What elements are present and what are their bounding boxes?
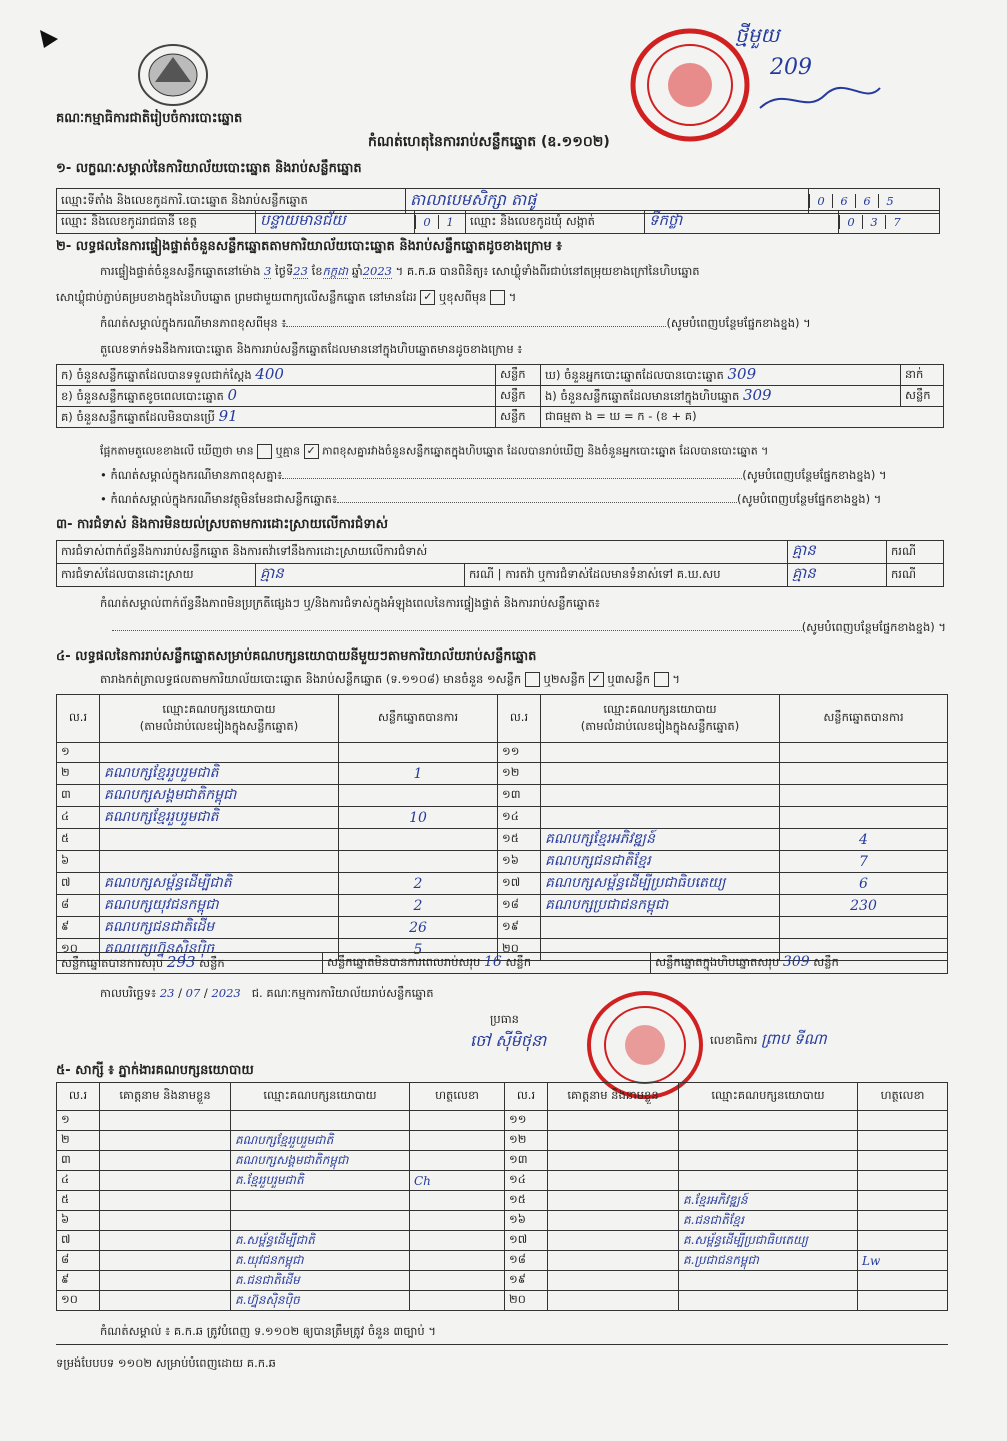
- witness-table: ល.រ គោត្តនាម និងនាមខ្លួន ឈ្មោះគណបក្សនយោបាយ ហត្ថលេខា ល.រ គោត្តនាម និងនាមខ្លួន ឈ្មោះគណបក្សនយោបាយ ហត្ថលេខា ១ ១១ ២ គណបក្សខ្មែររួបរួមជាតិ ១២ ៣ គណបក្សសង្គមជាតិកម្ពុជា ១៣ ៤ គ.ខ្មែររួបរួមជាតិ Ch ១៤ ៥ ១៥ គ.ខ្មែរអភិវឌ្ឍន៍ ៦ ១៦ គ.ជនជាតិខ្មែរ ៧ គ.សម្ព័ន្ធដើម្បីជាតិ ១៧ គ.សម្ព័ន្ធដើម្បីប្រជាធិបតេយ្យ ៨ គ.យុវជនកម្ពុជា ១៨ គ.ប្រជាជនកម្ពុជា Lw ៩ គ.ជនជាតិដើម ១៩ ១០ គ.ហ្វ៊ុនស៊ិនប៉ិច ២០: [56, 1082, 948, 1311]
- witness-party: [231, 1111, 410, 1131]
- row2-label: ឈ្មោះ និងលេខកូដរាជធានី ខេត្ត: [57, 211, 256, 234]
- arrow-mark-icon: [38, 28, 60, 50]
- witness-no: ១៤: [505, 1171, 548, 1191]
- result-party: គណបក្សសម្ព័ន្ធដើម្បីប្រជាធិបតេយ្យ: [541, 873, 780, 895]
- witness-sign[interactable]: [410, 1251, 505, 1271]
- witness-no: ១០: [57, 1291, 100, 1311]
- witness-no: ១៩: [505, 1271, 548, 1291]
- result-votes: [780, 785, 948, 807]
- section3-note: កំណត់សម្គាល់ពាក់ព័ន្ធនឹងភាពមិនប្រក្រតីផ្សេងៗ ឬ/និងការជំទាស់ក្នុងអំឡុងពេលនៃការផ្ទៀងផ្ទាត់ និងការរាប់សន្លឹកឆ្នោត៖: [100, 596, 600, 610]
- witness-sign[interactable]: [858, 1191, 948, 1211]
- witness-sign[interactable]: [858, 1211, 948, 1231]
- result-row: [57, 895, 948, 917]
- total-valid: សន្លឹកឆ្នោតបានការសរុប 293 សន្លឹក: [57, 953, 323, 974]
- result-party: គណបក្សជនជាតិដើម: [100, 917, 339, 939]
- witness-sign[interactable]: [858, 1111, 948, 1131]
- witness-party: គណបក្សខ្មែររួបរួមជាតិ: [231, 1131, 410, 1151]
- witness-row: [57, 1231, 948, 1251]
- witness-name: [100, 1291, 231, 1311]
- witness-no: ៧: [57, 1231, 100, 1251]
- witness-name: [548, 1291, 679, 1311]
- witness-name: [100, 1131, 231, 1151]
- section2-intro: តួលេខទាក់ទងនឹងការបោះឆ្នោត និងការរាប់សន្លឹកឆ្នោតដែលមាននៅក្នុងហិបឆ្នោតមានដូចខាងក្រោម ៖: [100, 342, 523, 356]
- witness-sign[interactable]: [410, 1231, 505, 1251]
- witness-party: គ.ប្រជាជនកម្ពុជា: [679, 1251, 858, 1271]
- section2-note: កំណត់សម្គាល់ក្នុងករណីមានភាពខុសពីមុន ៖ (សូមបំពេញបន្ថែមផ្នែកខាងខ្នង) ។: [100, 316, 811, 330]
- witness-row: [57, 1211, 948, 1231]
- checkbox-same[interactable]: ✓: [420, 290, 435, 305]
- stamp-note-1: ថ្មីមួយ: [735, 23, 780, 47]
- result-no: ១៩: [498, 917, 541, 939]
- section4-intro: តារាងកត់ត្រាលទ្ធផលតាមការិយាល័យបោះឆ្នោត និងរាប់សន្លឹកឆ្នោត (ទ.១១០៨) មានចំនួន ១សន្លឹក ឬ២សន្លឹក ✓ ឬ៣សន្លឹក ។: [100, 672, 680, 686]
- row1-value: តាលាបេមសិក្សា តាផូ: [406, 189, 809, 214]
- result-votes: 2: [339, 895, 498, 917]
- bullet1: • កំណត់សម្គាល់ក្នុងករណីមានភាពខុសគ្នា៖ (សូមបំពេញបន្ថែមផ្នែកខាងខ្នង) ។: [100, 468, 887, 482]
- witness-name: [548, 1231, 679, 1251]
- witness-name: [548, 1131, 679, 1151]
- witness-name: [548, 1191, 679, 1211]
- witness-sign[interactable]: [410, 1271, 505, 1291]
- witness-party: គណបក្សសង្គមជាតិកម្ពុជា: [231, 1151, 410, 1171]
- witness-name: [100, 1191, 231, 1211]
- result-party: គណបក្សខ្មែរអភិវឌ្ឍន៍: [541, 829, 780, 851]
- witness-party: [679, 1131, 858, 1151]
- witness-sign[interactable]: [858, 1291, 948, 1311]
- result-row: [57, 873, 948, 895]
- checkbox-1sheet[interactable]: [525, 672, 540, 687]
- witness-party: [679, 1271, 858, 1291]
- result-no: ១៥: [498, 829, 541, 851]
- witness-party: គ.ជនជាតិដើម: [231, 1271, 410, 1291]
- witness-row: [57, 1171, 948, 1191]
- section1-table-2: [56, 210, 940, 234]
- result-no: ៥: [57, 829, 100, 851]
- witness-party: គ.យុវជនកម្ពុជា: [231, 1251, 410, 1271]
- witness-row: [57, 1151, 948, 1171]
- witness-no: ២: [57, 1131, 100, 1151]
- result-no: ១៤: [498, 807, 541, 829]
- witness-no: ១៦: [505, 1211, 548, 1231]
- witness-sign[interactable]: [410, 1291, 505, 1311]
- result-party: គណបក្សប្រជាជនកម្ពុជា: [541, 895, 780, 917]
- witness-name: [548, 1171, 679, 1191]
- result-votes: [339, 851, 498, 873]
- result-party: [541, 743, 780, 763]
- count-e: ង) ចំនួនសន្លឹកឆ្នោតដែលមាននៅក្នុងហិបឆ្នោត 309: [541, 386, 901, 407]
- result-votes: [339, 829, 498, 851]
- result-no: ៧: [57, 873, 100, 895]
- total-invalid: សន្លឹកឆ្នោតមិនបានការពេលរាប់សរុប 16 សន្លឹក: [323, 953, 651, 974]
- formula: ជាធម្មតា ង = ឃ = ក - (ខ + គ): [541, 407, 944, 428]
- result-votes: 1: [339, 763, 498, 785]
- count-d: ឃ) ចំនួនអ្នកបោះឆ្នោតដែលបានបោះឆ្នោត 309: [541, 365, 901, 386]
- result-party: គណបក្សហ្វ៊ុនស៊ិនប៉ិច: [100, 939, 339, 961]
- witness-name: [548, 1271, 679, 1291]
- checkbox-different[interactable]: [490, 290, 505, 305]
- result-no: ១៦: [498, 851, 541, 873]
- result-no: ៣: [57, 785, 100, 807]
- result-row: [57, 743, 948, 763]
- witness-row: [57, 1131, 948, 1151]
- row2-code-b: 0 3 7: [839, 211, 940, 234]
- section2-line1: ការផ្ទៀងផ្ទាត់ចំនួនសន្លឹកឆ្នោតនៅម៉ោង 3 ថ្ងៃទី23 ខែកក្កដា ឆ្នាំ2023 ។ គ.ក.ឆ បានពិនិត្យ៖ សោឃ្លុំទាំងពីរជាប់នៅតម្រុយខាងក្រៅនៃហិបឆ្នោត: [100, 264, 700, 278]
- checkbox-no-diff[interactable]: ✓: [304, 444, 319, 459]
- witness-sign[interactable]: [410, 1151, 505, 1171]
- form-title: កំណត់ហេតុនៃការរាប់សន្លឹកឆ្នោត (ឧ.១១០២): [368, 134, 610, 150]
- result-votes: 6: [780, 873, 948, 895]
- result-no: ១២: [498, 763, 541, 785]
- checkbox-3sheets[interactable]: [654, 672, 669, 687]
- result-party: [541, 785, 780, 807]
- section3-title: ៣- ការជំទាស់ និងការមិនយល់ស្របតាមការដោះស្រាយលើការជំទាស់: [56, 517, 388, 532]
- result-votes: [339, 743, 498, 763]
- section5-title: ៥- សាក្សី ៖ ភ្នាក់ងារគណបក្សនយោបាយ: [56, 1063, 254, 1078]
- witness-name: [100, 1151, 231, 1171]
- witness-sign[interactable]: [858, 1151, 948, 1171]
- witness-no: ២០: [505, 1291, 548, 1311]
- count-b: ខ) ចំនួនសន្លឹកឆ្នោតខូចពេលបោះឆ្នោត 0: [57, 386, 496, 407]
- witness-party: [231, 1191, 410, 1211]
- chair-label: ប្រធាន: [490, 1012, 519, 1026]
- witness-name: [100, 1251, 231, 1271]
- witness-name: [100, 1231, 231, 1251]
- result-votes: [780, 917, 948, 939]
- section1-title: ១- លក្ខណៈសម្គាល់នៃការិយាល័យបោះឆ្នោត និងរាប់សន្លឹកឆ្នោត: [56, 161, 362, 176]
- witness-row: [57, 1251, 948, 1271]
- witness-name: [548, 1151, 679, 1171]
- witness-row: [57, 1111, 948, 1131]
- result-row: [57, 763, 948, 785]
- result-party: គណបក្សសង្គមជាតិកម្ពុជា: [100, 785, 339, 807]
- result-no: ៤: [57, 807, 100, 829]
- result-party: [541, 917, 780, 939]
- result-votes: 2: [339, 873, 498, 895]
- result-party: [100, 829, 339, 851]
- result-votes: 26: [339, 917, 498, 939]
- result-no: ៨: [57, 895, 100, 917]
- witness-no: ១: [57, 1111, 100, 1131]
- witness-sign[interactable]: [858, 1271, 948, 1291]
- result-votes: [339, 785, 498, 807]
- witness-no: ៦: [57, 1211, 100, 1231]
- result-votes: 7: [780, 851, 948, 873]
- witness-party: គ.ជនជាតិខ្មែរ: [679, 1211, 858, 1231]
- witness-row: [57, 1271, 948, 1291]
- witness-sign[interactable]: [858, 1171, 948, 1191]
- witness-no: ១៨: [505, 1251, 548, 1271]
- witness-name: [100, 1111, 231, 1131]
- row2-value-b: ទឹកថ្លា: [645, 211, 839, 234]
- row1-label: ឈ្មោះទីតាំង និងលេខកូដការិ.បោះឆ្នោត និងរាប់សន្លឹកឆ្នោត: [57, 189, 406, 214]
- witness-party: គ.សម្ព័ន្ធដើម្បីប្រជាធិបតេយ្យ: [679, 1231, 858, 1251]
- nec-emblem-icon: [135, 42, 211, 108]
- section2-line2: សោឃ្លុំជាប់ភ្ជាប់គម្របខាងក្នុងនៃហិបឆ្នោត ព្រមជាមួយពាក្យលើសន្លឹកឆ្នោត នៅមានដែរ ✓ ឬខុសពីមុន ។: [56, 290, 517, 304]
- witness-row: [57, 1191, 948, 1211]
- result-row: [57, 917, 948, 939]
- bullet2: • កំណត់សម្គាល់ក្នុងករណីមានវត្ថុមិនមែនជាសន្លឹកឆ្នោត៖ (សូមបំពេញបន្ថែមផ្នែកខាងខ្នង) ។: [100, 492, 882, 506]
- count-a: ក) ចំនួនសន្លឹកឆ្នោតដែលបានទទួលជាក់ស្តែង 400: [57, 365, 496, 386]
- result-no: ១៣: [498, 785, 541, 807]
- check-line: ផ្អែកតាមតួលេខខាងលើ ឃើញថា មាន ឬគ្មាន ✓ ភាពខុសគ្នារវាងចំនួនសន្លឹកឆ្នោតក្នុងហិបឆ្នោត ដែលបានរាប់ឃើញ និងចំនួនអ្នកបោះឆ្នោត ដែលបានបោះឆ្នោត ។: [100, 444, 769, 458]
- checkbox-has-diff[interactable]: [257, 444, 272, 459]
- witness-party: គ.ខ្មែររួបរួមជាតិ: [231, 1171, 410, 1191]
- date-line: កាលបរិច្ឆេទ៖ 23 / 07 / 2023 ជ. គណៈកម្មការការិយាល័យរាប់សន្លឹកឆ្នោត: [100, 986, 434, 1000]
- count-c: គ) ចំនួនសន្លឹកឆ្នោតដែលមិនបានប្រើ 91: [57, 407, 496, 428]
- result-party: [100, 743, 339, 763]
- result-votes: [780, 807, 948, 829]
- witness-no: ១២: [505, 1131, 548, 1151]
- witness-sign[interactable]: Ch: [410, 1171, 505, 1191]
- result-party: [541, 807, 780, 829]
- result-party: គណបក្សជនជាតិខ្មែរ: [541, 851, 780, 873]
- witness-name: [100, 1271, 231, 1291]
- result-row: [57, 829, 948, 851]
- witness-no: ១៥: [505, 1191, 548, 1211]
- row2-code: 0 1: [415, 211, 466, 234]
- witness-name: [548, 1251, 679, 1271]
- footer-divider: [56, 1344, 948, 1345]
- result-row: [57, 807, 948, 829]
- result-party: គណបក្សយុវជនកម្ពុជា: [100, 895, 339, 917]
- result-no: ២: [57, 763, 100, 785]
- witness-no: ៩: [57, 1271, 100, 1291]
- row1-code: 0 6 6 5: [809, 189, 940, 214]
- result-no: ១៨: [498, 895, 541, 917]
- section3-hint: (សូមបំពេញបន្ថែមផ្នែកខាងខ្នង) ។: [56, 620, 946, 637]
- chair-name: ចៅ ស៊ីមិថុនា: [470, 1031, 547, 1050]
- witness-party: [679, 1151, 858, 1171]
- result-row: [57, 785, 948, 807]
- result-party: គណបក្សខ្មែររួបរួមជាតិ: [100, 807, 339, 829]
- result-party: [541, 763, 780, 785]
- witness-no: ៤: [57, 1171, 100, 1191]
- witness-party: គ.ហ្វ៊ុនស៊ិនប៉ិច: [231, 1291, 410, 1311]
- result-no: ៩: [57, 917, 100, 939]
- checkbox-2sheets[interactable]: ✓: [589, 672, 604, 687]
- witness-name: [100, 1211, 231, 1231]
- result-party: [100, 851, 339, 873]
- section2-title: ២- លទ្ធផលនៃការផ្ទៀងផ្ទាត់ចំនួនសន្លឹកឆ្នោតតាមការិយាល័យបោះឆ្នោត និងរាប់សន្លឹកឆ្នោតដូចខាងក្រោម ៖: [56, 239, 562, 254]
- row2-label-b: ឈ្មោះ និងលេខកូដឃុំ សង្កាត់: [466, 211, 645, 234]
- result-votes: 4: [780, 829, 948, 851]
- stamp-note-2: 209: [770, 55, 812, 80]
- witness-party: [679, 1291, 858, 1311]
- result-no: ១០: [57, 939, 100, 961]
- section2-counts-table: ក) ចំនួនសន្លឹកឆ្នោតដែលបានទទួលជាក់ស្តែង 400 សន្លឹក ឃ) ចំនួនអ្នកបោះឆ្នោតដែលបានបោះឆ្នោត 309 នាក់ ខ) ចំនួនសន្លឹកឆ្នោតខូចពេលបោះឆ្នោត 0 សន្លឹក ង) ចំនួនសន្លឹកឆ្នោតដែលមាននៅក្នុងហិបឆ្នោត 309 សន្លឹក គ) ចំនួនសន្លឹកឆ្នោតដែលមិនបានប្រើ 91 សន្លឹក ជាធម្មតា ង = ឃ = ក - (ខ + គ): [56, 364, 944, 428]
- result-votes: [780, 763, 948, 785]
- witness-no: ១៣: [505, 1151, 548, 1171]
- result-votes: 230: [780, 895, 948, 917]
- footer-text: ទម្រង់បែបបទ ១១០២ សម្រាប់បំពេញដោយ គ.ក.ឆ: [56, 1356, 276, 1370]
- witness-sign[interactable]: [410, 1111, 505, 1131]
- witness-no: ៥: [57, 1191, 100, 1211]
- result-votes: 5: [339, 939, 498, 961]
- witness-name: [548, 1211, 679, 1231]
- section5-note: កំណត់សម្គាល់ ៖ គ.ក.ឆ ត្រូវបំពេញ ទ.១១០២ ឲ្យបានត្រឹមត្រូវ ចំនួន ៣ច្បាប់ ។: [100, 1324, 436, 1338]
- result-no: ១: [57, 743, 100, 763]
- result-party: គណបក្សខ្មែររួបរួមជាតិ: [100, 763, 339, 785]
- witness-no: ៣: [57, 1151, 100, 1171]
- witness-row: [57, 1291, 948, 1311]
- witness-sign[interactable]: [410, 1131, 505, 1151]
- result-row: [57, 851, 948, 873]
- witness-sign[interactable]: [858, 1131, 948, 1151]
- party-results-table: ល.រ ឈ្មោះគណបក្សនយោបាយ (តាមលំដាប់លេខរៀងក្នុងសន្លឹកឆ្នោត) សន្លឹកឆ្នោតបានការ ល.រ ឈ្មោះគណបក្សនយោបាយ (តាមលំដាប់លេខរៀងក្នុងសន្លឹកឆ្នោត) សន្លឹកឆ្នោតបានការ ១ ១១ ២ គណបក្សខ្មែររួបរួមជាតិ 1 ១២ ៣ គណបក្សសង្គមជាតិកម្ពុជា ១៣ ៤ គណបក្សខ្មែររួបរួមជាតិ 10 ១៤ ៥ ១៥ គណបក្សខ្មែរអភិវឌ្ឍន៍ 4 ៦ ១៦ គណបក្សជនជាតិខ្មែរ 7 ៧ គណបក្សសម្ព័ន្ធដើម្បីជាតិ 2 ១៧ គណបក្សសម្ព័ន្ធដើម្បីប្រជាធិបតេយ្យ 6 ៨ គណបក្សយុវជនកម្ពុជា 2 ១៨ គណបក្សប្រជាជនកម្ពុជា 230 ៩ គណបក្សជនជាតិដើម 26 ១៩ ១០ គណបក្សហ្វ៊ុនស៊ិនប៉ិច 5 ២០: [56, 694, 948, 961]
- result-no: ៦: [57, 851, 100, 873]
- row2-value: បន្ទាយមានជ័យ: [256, 211, 415, 234]
- totals-table: [56, 952, 948, 974]
- witness-party: [231, 1211, 410, 1231]
- section4-title: ៤- លទ្ធផលនៃការរាប់សន្លឹកឆ្នោតសម្រាប់គណបក្សនយោបាយនីមួយៗតាមការិយាល័យរាប់សន្លឹកឆ្នោត: [56, 649, 537, 664]
- witness-no: ៨: [57, 1251, 100, 1271]
- witness-sign[interactable]: [410, 1191, 505, 1211]
- witness-no: ១១: [505, 1111, 548, 1131]
- witness-sign[interactable]: Lw: [858, 1251, 948, 1271]
- witness-party: គ.សម្ព័ន្ធដើម្បីជាតិ: [231, 1231, 410, 1251]
- witness-sign[interactable]: [858, 1231, 948, 1251]
- witness-party: គ.ខ្មែរអភិវឌ្ឍន៍: [679, 1191, 858, 1211]
- secretary: លេខាធិការ ព្រាប ទីណា: [710, 1030, 827, 1048]
- result-votes: 10: [339, 807, 498, 829]
- section3-table: ការជំទាស់ពាក់ព័ន្ធនឹងការរាប់សន្លឹកឆ្នោត និងការតវ៉ាទៅនឹងការដោះស្រាយលើការជំទាស់ គ្មាន ករណី ការជំទាស់ដែលបានដោះស្រាយ គ្មាន ករណី | ការតវ៉ា ឬការជំទាស់ដែលមានទំនាស់ទៅ គ.ឃ.សប គ្មាន ករណី: [56, 540, 944, 587]
- witness-no: ១៧: [505, 1231, 548, 1251]
- committee-name: គណៈកម្មាធិការជាតិរៀបចំការបោះឆ្នោត: [56, 111, 243, 126]
- result-votes: [780, 743, 948, 763]
- total-box: សន្លឹកឆ្នោតក្នុងហិបឆ្នោតសរុប 309 សន្លឹក: [651, 953, 948, 974]
- witness-name: [548, 1111, 679, 1131]
- result-no: ១១: [498, 743, 541, 763]
- result-no: ២០: [498, 939, 541, 961]
- result-party: គណបក្សសម្ព័ន្ធដើម្បីជាតិ: [100, 873, 339, 895]
- witness-sign[interactable]: [410, 1211, 505, 1231]
- witness-party: [679, 1171, 858, 1191]
- result-no: ១៧: [498, 873, 541, 895]
- witness-name: [100, 1171, 231, 1191]
- top-signature-icon: [755, 80, 885, 120]
- witness-party: [679, 1111, 858, 1131]
